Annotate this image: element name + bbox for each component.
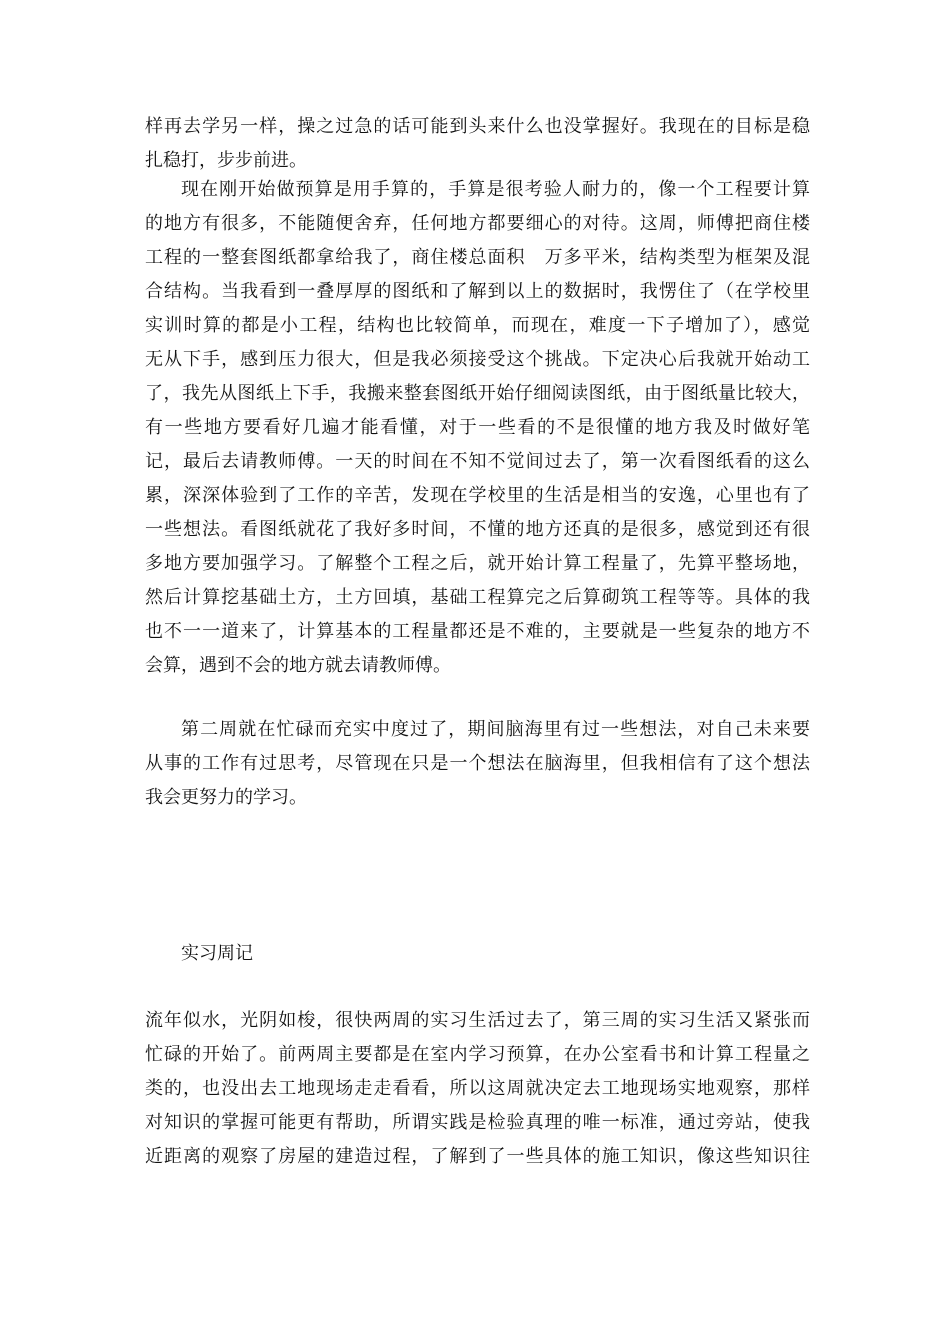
text-line: 的地方有很多，不能随便舍弃，任何地方都要细心的对待。这周，师傅把商住楼	[145, 213, 810, 234]
text-line: 记，最后去请教师傅。一天的时间在不知不觉间过去了，第一次看图纸看的这么	[145, 451, 810, 472]
text-line: 从事的工作有过思考，尽管现在只是一个想法在脑海里，但我相信有了这个想法	[145, 753, 810, 774]
text-line: 忙碌的开始了。前两周主要都是在室内学习预算，在办公室看书和计算工程量之	[145, 1044, 810, 1065]
text-line: 实训时算的都是小工程，结构也比较简单，而现在，难度一下子增加了），感觉	[145, 315, 810, 336]
text-line: 也不一一道来了，计算基本的工程量都还是不难的，主要就是一些复杂的地方不	[145, 621, 810, 642]
text-line: 流年似水，光阴如梭，很快两周的实习生活过去了，第三周的实习生活又紧张而	[145, 1010, 810, 1031]
text-line: 然后计算挖基础土方，土方回填，基础工程算完之后算砌筑工程等等。具体的我	[145, 587, 810, 608]
text-line: 现在刚开始做预算是用手算的，手算是很考验人耐力的，像一个工程要计算	[181, 179, 810, 200]
text-line: 了，我先从图纸上下手，我搬来整套图纸开始仔细阅读图纸，由于图纸量比较大，	[145, 383, 810, 404]
text-line: 扎稳打，步步前进。	[145, 150, 307, 171]
text-line: 第二周就在忙碌而充实中度过了，期间脑海里有过一些想法，对自己未来要	[181, 719, 810, 740]
text-line: 无从下手，感到压力很大，但是我必须接受这个挑战。下定决心后我就开始动工	[145, 349, 810, 370]
text-line: 累，深深体验到了工作的辛苦，发现在学校里的生活是相当的安逸，心里也有了	[145, 485, 810, 506]
section-heading: 实习周记	[181, 943, 253, 964]
text-line: 合结构。当我看到一叠厚厚的图纸和了解到以上的数据时，我愣住了（在学校里	[145, 281, 810, 302]
text-line: 对知识的掌握可能更有帮助，所谓实践是检验真理的唯一标准，通过旁站，使我	[145, 1112, 810, 1133]
text-line: 一些想法。看图纸就花了我好多时间，不懂的地方还真的是很多，感觉到还有很	[145, 519, 810, 540]
text-line: 近距离的观察了房屋的建造过程，了解到了一些具体的施工知识，像这些知识往	[145, 1146, 810, 1167]
text-line: 工程的一整套图纸都拿给我了，商住楼总面积 万多平米，结构类型为框架及混	[145, 247, 810, 268]
text-line: 类的，也没出去工地现场走走看看，所以这周就决定去工地现场实地观察，那样	[145, 1078, 810, 1099]
text-line: 我会更努力的学习。	[145, 787, 307, 808]
text-line: 样再去学另一样，操之过急的话可能到头来什么也没掌握好。我现在的目标是稳	[145, 116, 810, 137]
text-line: 会算，遇到不会的地方就去请教师傅。	[145, 655, 451, 676]
text-line: 有一些地方要看好几遍才能看懂，对于一些看的不是很懂的地方我及时做好笔	[145, 417, 810, 438]
text-line: 多地方要加强学习。了解整个工程之后，就开始计算工程量了，先算平整场地，	[145, 553, 810, 574]
